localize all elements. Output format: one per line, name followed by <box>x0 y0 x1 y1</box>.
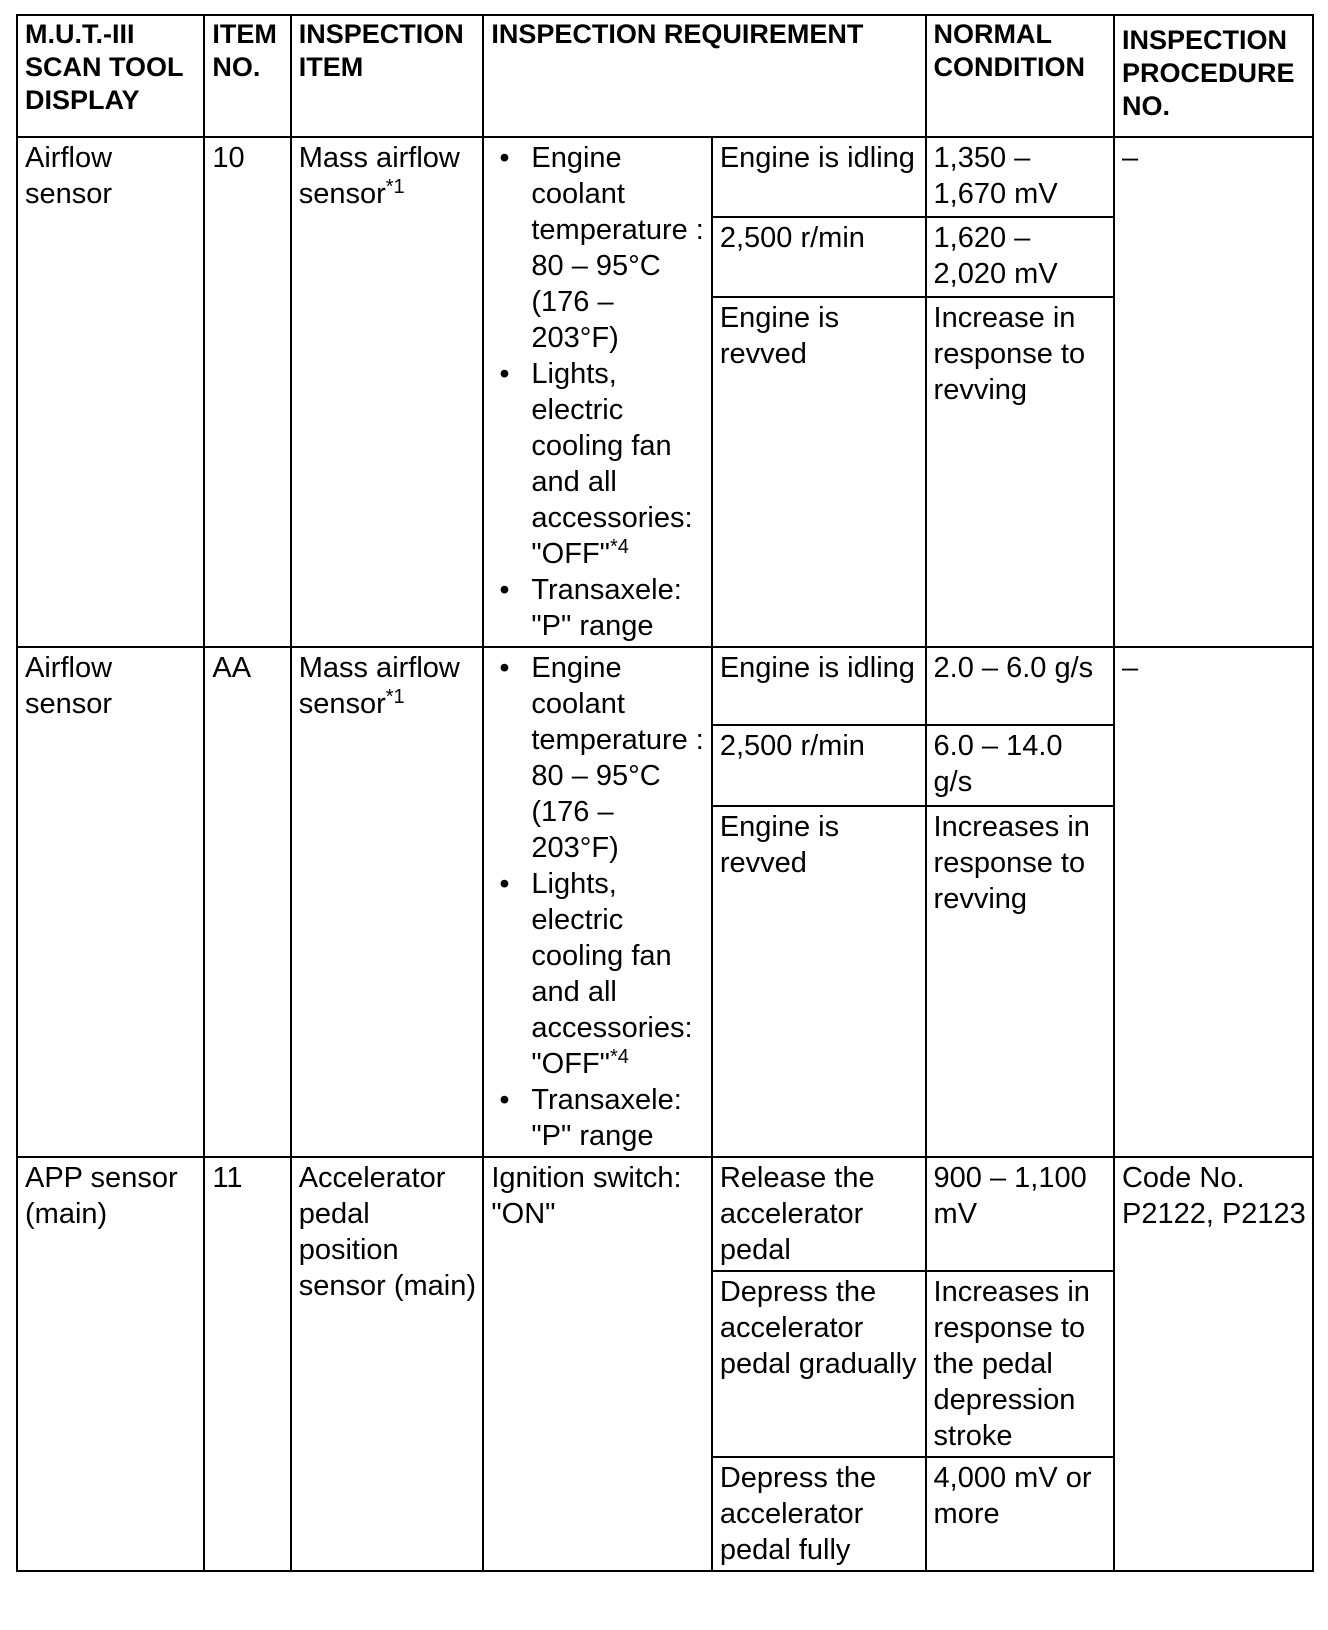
normal-condition-cell: Increases in response to the pedal depression stroke <box>926 1271 1114 1457</box>
requirement-text: Lights, electric cooling fan and all accessories: "OFF" <box>531 358 693 570</box>
footnote-marker: *1 <box>385 176 405 198</box>
requirement-text: Engine coolant temperature : 80 – 95°C (176 – 203°F) <box>531 652 704 864</box>
requirement-cell: Ignition switch: "ON" <box>483 1157 711 1571</box>
list-item <box>491 356 704 572</box>
normal-condition-cell: 2.0 – 6.0 g/s <box>926 647 1114 725</box>
display-cell: Airflow sensor <box>17 647 204 1157</box>
inspection-table <box>16 14 1314 1572</box>
condition-cell: 2,500 r/min <box>712 725 926 806</box>
header-item-no: ITEM NO. <box>204 15 290 137</box>
normal-condition-cell: Increases in response to revving <box>926 806 1114 1157</box>
inspection-item-cell <box>291 647 484 1157</box>
footnote-marker: *4 <box>609 1046 629 1068</box>
procedure-cell: – <box>1114 137 1313 647</box>
list-item <box>491 866 704 1082</box>
table-row <box>17 137 1313 217</box>
table-row <box>17 1157 1313 1271</box>
table-row <box>17 647 1313 725</box>
item-no-cell: 11 <box>204 1157 290 1571</box>
header-normal-condition: NORMAL CONDITION <box>926 15 1114 137</box>
normal-condition-cell: 4,000 mV or more <box>926 1457 1114 1571</box>
footnote-marker: *1 <box>385 686 405 708</box>
requirement-text: Transaxele: "P" range <box>531 574 682 642</box>
condition-cell: Engine is revved <box>712 297 926 647</box>
header-procedure-no: INSPECTION PROCEDURE NO. <box>1114 15 1313 137</box>
normal-condition-cell: 6.0 – 14.0 g/s <box>926 725 1114 806</box>
requirement-text: Lights, electric cooling fan and all accessories: "OFF" <box>531 868 693 1080</box>
condition-cell: Engine is idling <box>712 647 926 725</box>
condition-cell: 2,500 r/min <box>712 217 926 297</box>
inspection-item-text: Mass airflow sensor <box>298 652 460 720</box>
requirement-text: Transaxele: "P" range <box>531 1084 682 1152</box>
display-cell: Airflow sensor <box>17 137 204 647</box>
list-item <box>491 572 704 644</box>
header-row <box>17 15 1313 137</box>
footnote-marker: *4 <box>609 536 629 558</box>
header-inspection-requirement: INSPECTION REQUIREMENT <box>483 15 925 137</box>
normal-condition-cell: Increase in response to revving <box>926 297 1114 647</box>
header-inspection-item: INSPECTION ITEM <box>291 15 484 137</box>
requirement-list <box>491 140 704 644</box>
condition-cell: Release the accelerator pedal <box>712 1157 926 1271</box>
list-item <box>491 140 704 356</box>
requirement-text: Engine coolant temperature : 80 – 95°C (176 – 203°F) <box>531 142 704 354</box>
inspection-item-cell <box>291 137 484 647</box>
requirement-list <box>491 650 704 1154</box>
inspection-item-text: Mass airflow sensor <box>298 142 460 210</box>
header-scan-tool-display: M.U.T.-III SCAN TOOL DISPLAY <box>17 15 204 137</box>
normal-condition-cell: 900 – 1,100 mV <box>926 1157 1114 1271</box>
inspection-item-cell: Accelerator pedal position sensor (main) <box>291 1157 484 1571</box>
condition-cell: Engine is revved <box>712 806 926 1157</box>
requirement-cell <box>483 137 711 647</box>
item-no-cell: 10 <box>204 137 290 647</box>
condition-cell: Depress the accelerator pedal fully <box>712 1457 926 1571</box>
item-no-cell: AA <box>204 647 290 1157</box>
normal-condition-cell: 1,620 – 2,020 mV <box>926 217 1114 297</box>
normal-condition-cell: 1,350 – 1,670 mV <box>926 137 1114 217</box>
requirement-cell <box>483 647 711 1157</box>
display-cell: APP sensor (main) <box>17 1157 204 1571</box>
list-item <box>491 1082 704 1154</box>
list-item <box>491 650 704 866</box>
condition-cell: Engine is idling <box>712 137 926 217</box>
procedure-cell: – <box>1114 647 1313 1157</box>
procedure-cell: Code No. P2122, P2123 <box>1114 1157 1313 1571</box>
condition-cell: Depress the accelerator pedal gradually <box>712 1271 926 1457</box>
